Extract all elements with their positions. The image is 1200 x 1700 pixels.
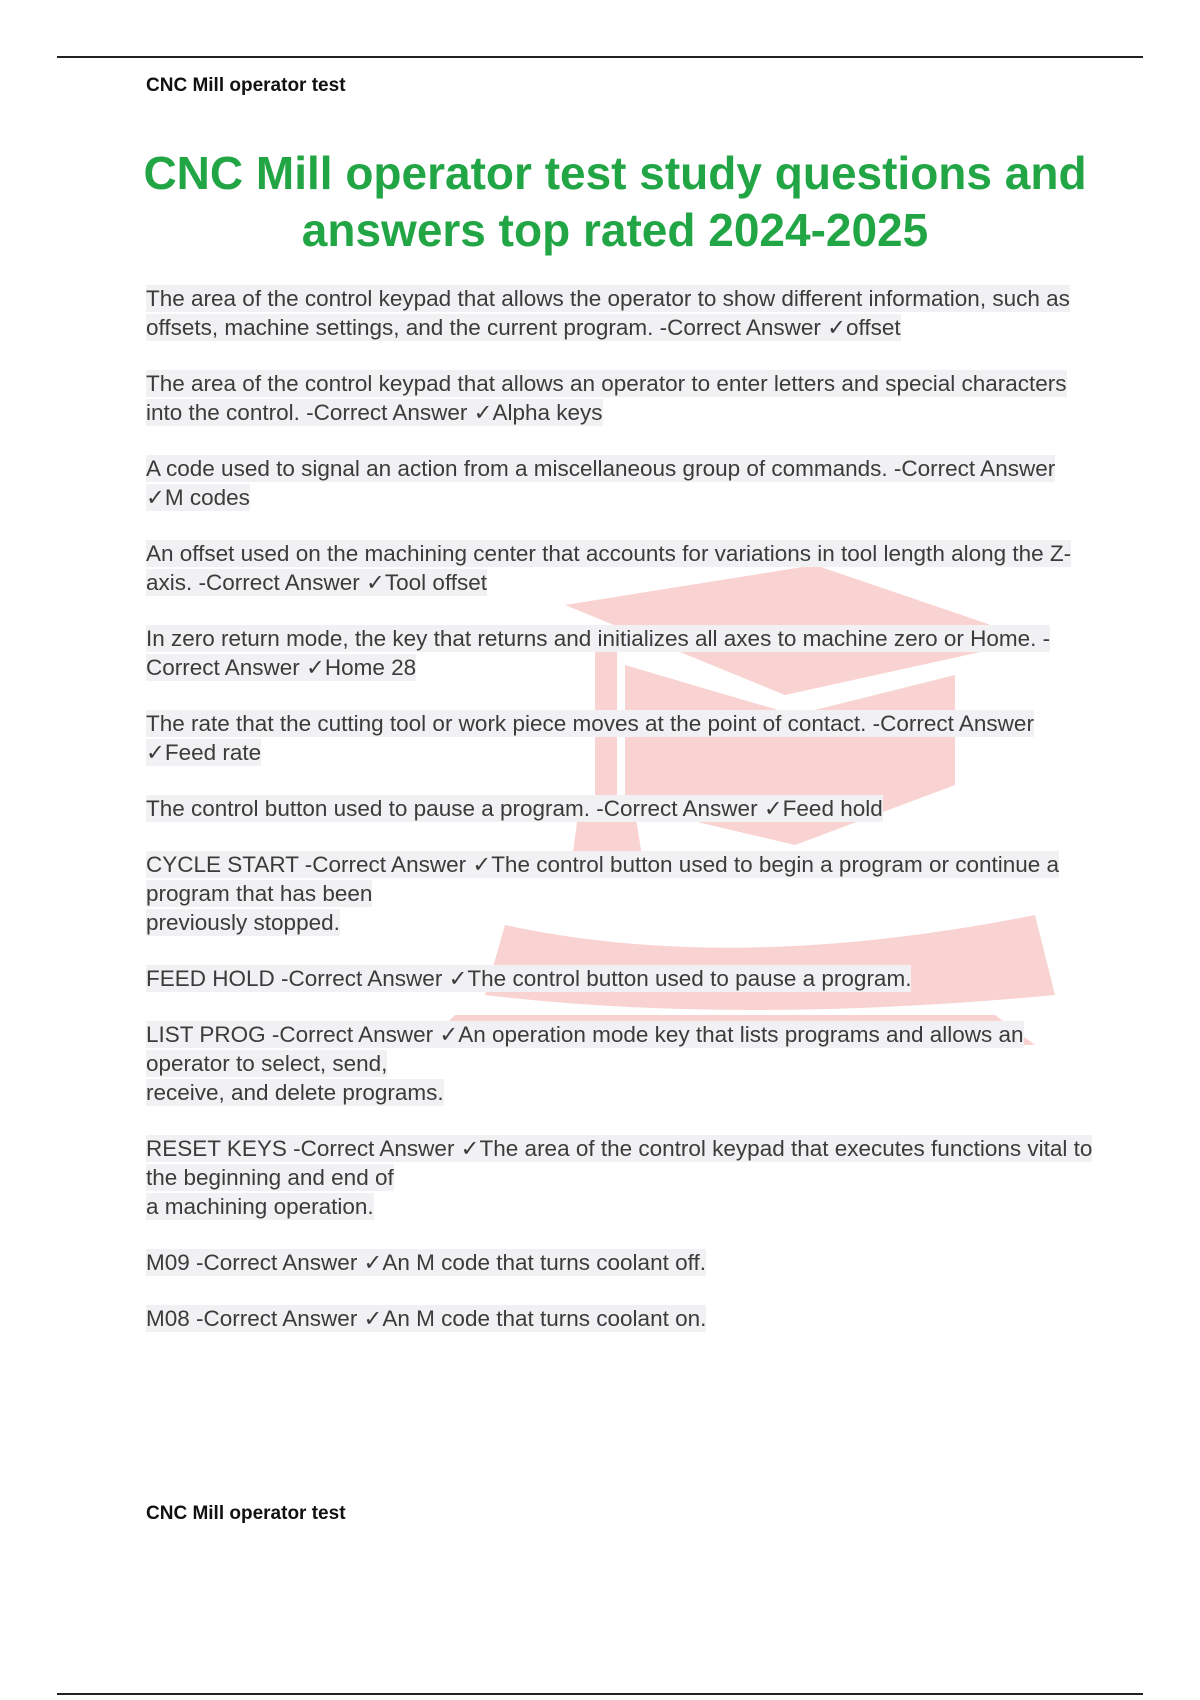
qa-item	[146, 539, 1096, 597]
page-title: CNC Mill operator test study questions and answers top rated 2024-2025	[143, 147, 1087, 256]
top-rule	[57, 56, 1143, 58]
qa-text: The area of the control keypad that allows an operator to enter letters and special characters into the control. -Correct Answer ✓Alpha keys	[146, 371, 1067, 425]
qa-text: RESET KEYS -Correct Answer ✓The area of the control keypad that executes functions vital to the beginning and end of a machining operation.	[146, 1136, 1093, 1219]
qa-text: The control button used to pause a program. -Correct Answer ✓Feed hold	[146, 796, 883, 821]
qa-text: An offset used on the machining center that accounts for variations in tool length along the Z- axis. -Correct Answer ✓Tool offset	[146, 541, 1072, 595]
qa-item	[146, 1020, 1096, 1107]
qa-item	[146, 1248, 1096, 1277]
qa-text: M09 -Correct Answer ✓An M code that turns coolant off.	[146, 1250, 706, 1275]
page-header: CNC Mill operator test	[146, 75, 346, 96]
qa-text: In zero return mode, the key that returns and initializes all axes to machine zero or Home. -Correct Answer ✓Home 28	[146, 626, 1051, 680]
bottom-rule	[57, 1693, 1143, 1695]
page-footer: CNC Mill operator test	[146, 1503, 346, 1524]
qa-item	[146, 284, 1096, 342]
qa-item	[146, 794, 1096, 823]
qa-list	[146, 284, 1096, 1333]
qa-item	[146, 369, 1096, 427]
qa-item	[146, 1304, 1096, 1333]
qa-item	[146, 709, 1096, 767]
qa-item	[146, 964, 1096, 993]
qa-text: M08 -Correct Answer ✓An M code that turns coolant on.	[146, 1306, 707, 1331]
qa-text: FEED HOLD -Correct Answer ✓The control button used to pause a program.	[146, 966, 912, 991]
qa-item	[146, 624, 1096, 682]
qa-text: A code used to signal an action from a miscellaneous group of commands. -Correct Answer ✓M codes	[146, 456, 1056, 510]
qa-text: The rate that the cutting tool or work piece moves at the point of contact. -Correct Answer ✓Feed rate	[146, 711, 1034, 765]
qa-item	[146, 1134, 1096, 1221]
qa-text: LIST PROG -Correct Answer ✓An operation mode key that lists programs and allows an operator to select, send, receive, and delete programs.	[146, 1022, 1024, 1105]
qa-item	[146, 454, 1096, 512]
qa-text: The area of the control keypad that allows the operator to show different information, such as offsets, machine settings, and the current program. -Correct Answer ✓offset	[146, 286, 1070, 340]
qa-item	[146, 850, 1096, 937]
qa-text: CYCLE START -Correct Answer ✓The control button used to begin a program or continue a program that has been previously stopped.	[146, 852, 1060, 935]
